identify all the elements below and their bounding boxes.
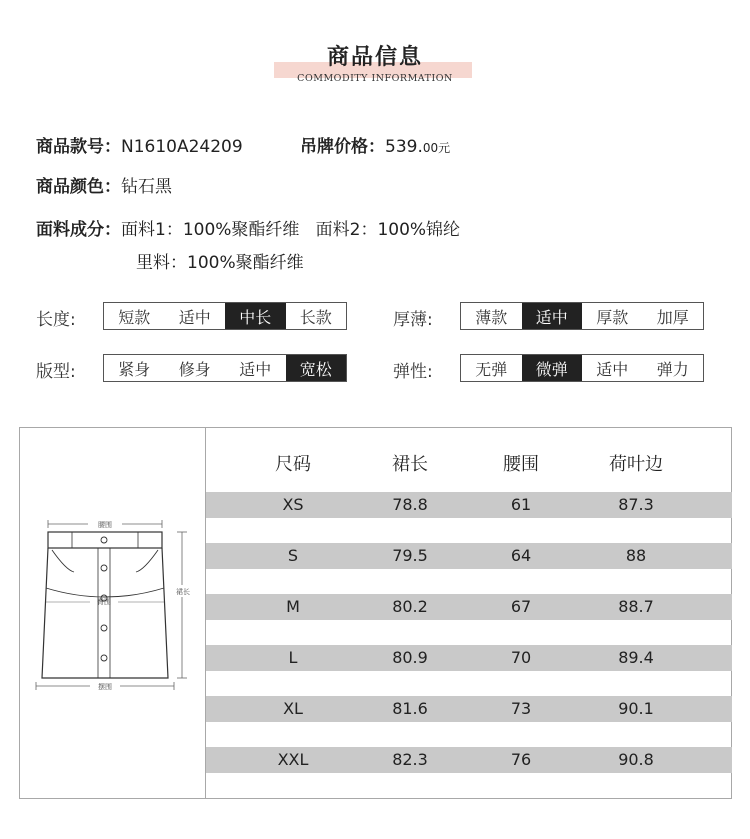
waist-cell: 73 <box>510 699 532 718</box>
skirt-body <box>42 548 168 678</box>
length-cell: 81.6 <box>392 699 428 718</box>
product-code-value: N1610A24209 <box>121 137 243 157</box>
skirt-measurement-diagram <box>30 510 200 695</box>
attr-thickness-option[interactable]: 加厚 <box>656 307 689 327</box>
product-code <box>36 132 243 157</box>
length-cell: 80.9 <box>392 648 428 667</box>
size-header-ruffle: 荷叶边 <box>609 454 663 475</box>
hem-label: 摆围 <box>98 683 112 691</box>
button-icon <box>101 537 107 543</box>
attr-fit-option[interactable]: 修身 <box>178 359 211 379</box>
length-label: 裙长 <box>176 588 190 596</box>
attr-length-option[interactable]: 中长 <box>225 303 286 329</box>
attr-fit-label: 版型: <box>36 362 76 382</box>
size-cell: XXL <box>277 750 309 769</box>
table-row <box>206 543 732 569</box>
product-color-value: 钻石黑 <box>121 177 172 197</box>
size-header-length: 裙长 <box>392 454 428 475</box>
product-code-label: 商品款号： <box>36 137 121 157</box>
attr-elasticity-option[interactable]: 无弹 <box>475 359 508 379</box>
attr-fit-option[interactable]: 适中 <box>239 359 272 379</box>
attr-thickness-option[interactable]: 薄款 <box>475 307 508 327</box>
attr-fit-option[interactable]: 紧身 <box>118 359 151 379</box>
section-subtitle: COMMODITY INFORMATION <box>297 73 453 84</box>
waist-cell: 76 <box>510 750 532 769</box>
attr-fit-option[interactable]: 宽松 <box>286 355 347 381</box>
length-cell: 79.5 <box>392 546 428 565</box>
product-fabric-line2: 里料：100%聚酯纤维 <box>136 253 304 273</box>
ruffle-cell: 88.7 <box>618 597 654 616</box>
length-cell: 80.2 <box>392 597 428 616</box>
length-cell: 82.3 <box>392 750 428 769</box>
attr-fit-options <box>103 354 347 382</box>
product-fabric-line1: 面料1：100%聚酯纤维 面料2：100%锦纶 <box>121 220 461 240</box>
waist-cell: 67 <box>510 597 532 616</box>
product-price-value: 539. <box>385 137 423 157</box>
attr-length-label: 长度: <box>36 310 76 330</box>
attr-thickness-option[interactable]: 厚款 <box>596 307 629 327</box>
section-title: 商品信息 <box>326 45 423 70</box>
attr-length-options <box>103 302 347 330</box>
ruffle-cell: 87.3 <box>618 495 654 514</box>
size-cell: XS <box>282 495 304 514</box>
attr-thickness-option[interactable]: 适中 <box>522 303 583 329</box>
waist-label: 腰围 <box>98 521 112 529</box>
attr-length-option[interactable]: 适中 <box>178 307 211 327</box>
attr-elasticity-option[interactable]: 弹力 <box>656 359 689 379</box>
hip-label: 臀围 <box>97 598 111 606</box>
attr-length-option[interactable]: 短款 <box>118 307 151 327</box>
table-row <box>206 747 732 773</box>
waist-cell: 64 <box>510 546 532 565</box>
button-icon <box>101 625 107 631</box>
ruffle-cell: 89.4 <box>618 648 654 667</box>
attr-thickness-options <box>460 302 704 330</box>
size-cell: XL <box>283 699 303 718</box>
length-cell: 78.8 <box>392 495 428 514</box>
table-row <box>206 645 732 671</box>
size-header-size: 尺码 <box>275 454 311 475</box>
ruffle-cell: 90.8 <box>618 750 654 769</box>
attr-thickness-label: 厚薄: <box>393 310 433 330</box>
button-icon <box>101 565 107 571</box>
size-cell: M <box>286 597 300 616</box>
size-cell: S <box>287 546 299 565</box>
waist-cell: 70 <box>510 648 532 667</box>
product-color <box>36 172 172 197</box>
waist-cell: 61 <box>510 495 532 514</box>
button-icon <box>101 655 107 661</box>
table-row <box>206 696 732 722</box>
attr-elasticity-label: 弹性: <box>393 362 433 382</box>
product-fabric <box>36 215 460 240</box>
table-row <box>206 594 732 620</box>
ruffle-cell: 88 <box>625 546 647 565</box>
attr-elasticity-option[interactable]: 微弹 <box>522 355 583 381</box>
product-color-label: 商品颜色： <box>36 177 121 197</box>
attr-length-option[interactable]: 长款 <box>299 307 332 327</box>
attr-elasticity-option[interactable]: 适中 <box>596 359 629 379</box>
table-row <box>206 492 732 518</box>
product-price <box>300 132 450 157</box>
skirt-waistband <box>48 532 162 548</box>
size-cell: L <box>288 648 298 667</box>
size-header-waist: 腰围 <box>503 454 539 475</box>
product-price-decimal: 00元 <box>422 141 451 155</box>
product-fabric-label: 面料成分： <box>36 220 121 240</box>
product-price-label: 吊牌价格： <box>300 137 385 157</box>
ruffle-cell: 90.1 <box>618 699 654 718</box>
attr-elasticity-options <box>460 354 704 382</box>
